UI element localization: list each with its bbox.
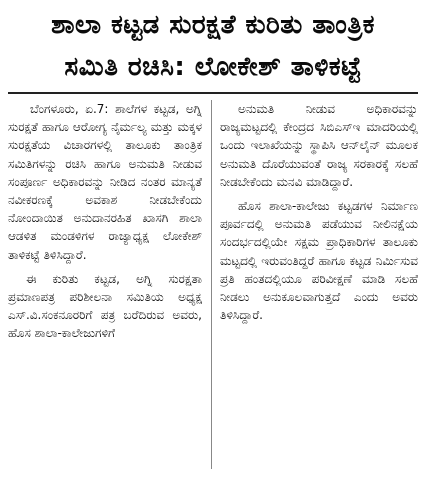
- left-paragraph-2: ಈ ಕುರಿತು ಕಟ್ಟಡ, ಅಗ್ನಿ ಸುರಕ್ಷತಾ ಪ್ರಮಾಣಪತ್ರ ಪರಿಶೀಲನಾ ಸಮಿತಿಯ ಅಧ್ಯಕ್ಷ ಎಸ್.ವಿ.ಸಂಕನೂರರಿಗೆ ಪತ್ರ ಬರೆದಿರುವ ಅವರು, ಹೊಸ ಶಾಲಾ-ಕಾಲೇಜುಗಳಿಗೆ: [8, 271, 202, 341]
- headline-rule: [8, 92, 418, 94]
- headline-line-2: ಸಮಿತಿ ರಚಿಸಿ: ಲೋಕೇಶ್ ತಾಳಿಕಟ್ಟೆ: [64, 52, 362, 82]
- headline: [8, 4, 418, 88]
- right-paragraph-2: ಹೊಸ ಶಾಲಾ-ಕಾಲೇಜು ಕಟ್ಟಡಗಳ ನಿರ್ಮಾಣ ಪೂರ್ವದಲ್ಲಿ ಅನುಮತಿ ಪಡೆಯುವ ನೀಲಿನಕ್ಷೆಯ ಸಂದರ್ಭದಲ್ಲಿಯೇ ಸಕ್ಷಮ ಪ್ರಾಧಿಕಾರಿಗಳ ತಾಲೂಕು ಮಟ್ಟದಲ್ಲಿ ಇರುವಂತಿದ್ದರೆ ಹಾಗೂ ಕಟ್ಟಡ ನಿರ್ಮಿಸುವ ಪ್ರತಿ ಹಂತದಲ್ಲಿಯೂ ಪರಿವೀಕ್ಷಣೆ ಮಾಡಿ ಸಲಹೆ ನೀಡಲು ಅನುಕೂಲವಾಗುತ್ತದೆ ಎಂದು ಅವರು ತಿಳಿಸಿದ್ದಾರೆ.: [220, 199, 418, 323]
- left-column: [8, 100, 202, 471]
- left-paragraph-1: ಬೆಂಗಳೂರು, ಏ.7: ಶಾಲೆಗಳ ಕಟ್ಟಡ, ಅಗ್ನಿ ಸುರಕ್ಷತೆ ಹಾಗೂ ಆರೋಗ್ಯ ನೈರ್ಮಲ್ಯ ಮತ್ತು ಮಕ್ಕಳ ಸುರಕ್ಷತೆಯ ವಿಚಾರಗಳಲ್ಲಿ ತಾಲೂಕು ತಾಂತ್ರಿಕ ಸಮಿತಿಗಳನ್ನು ರಚಿಸಿ ಹಾಗೂ ಅನುಮತಿ ನೀಡುವ ಸಂಪೂರ್ಣ ಅಧಿಕಾರವನ್ನು ನೀಡಿದ ನಂತರ ಮಾನ್ಯತೆ ನವೀಕರಣಕ್ಕೆ ಅವಕಾಶ ನೀಡಬೇಕೆಂದು ನೋಂದಾಯಿತ ಅನುದಾನರಹಿತ ಖಾಸಗಿ ಶಾಲಾ ಆಡಳಿತ ಮಂಡಳಿಗಳ ರಾಜ್ಯಾಧ್ಯಕ್ಷ ಲೋಕೇಶ್ ತಾಳಿಕಟ್ಟೆ ತಿಳಿಸಿದ್ದಾರೆ.: [8, 102, 202, 262]
- right-paragraph-1: ಅನುಮತಿ ನೀಡುವ ಅಧಿಕಾರವನ್ನು ರಾಜ್ಯಮಟ್ಟದಲ್ಲಿ ಕೇಂದ್ರದ ಸಿಬಿಎಸ್ಇ ಮಾದರಿಯಲ್ಲಿ ಒಂದು ಇಲಾಖೆಯನ್ನು ಸ್ಥಾಪಿಸಿ ಆನ್‌ಲೈನ್ ಮೂಲಕ ಅನುಮತಿ ದೊರೆಯುವಂತೆ ರಾಜ್ಯ ಸರಕಾರಕ್ಕೆ ಸಲಹೆ ನೀಡಬೇಕೆಂದು ಮನವಿ ಮಾಡಿದ್ದಾರೆ.: [220, 102, 418, 189]
- headline-line-1: ಶಾಲಾ ಕಟ್ಟಡ ಸುರಕ್ಷತೆ ಕುರಿತು ತಾಂತ್ರಿಕ: [51, 10, 375, 40]
- column-divider: [211, 100, 212, 469]
- right-column: [220, 100, 418, 471]
